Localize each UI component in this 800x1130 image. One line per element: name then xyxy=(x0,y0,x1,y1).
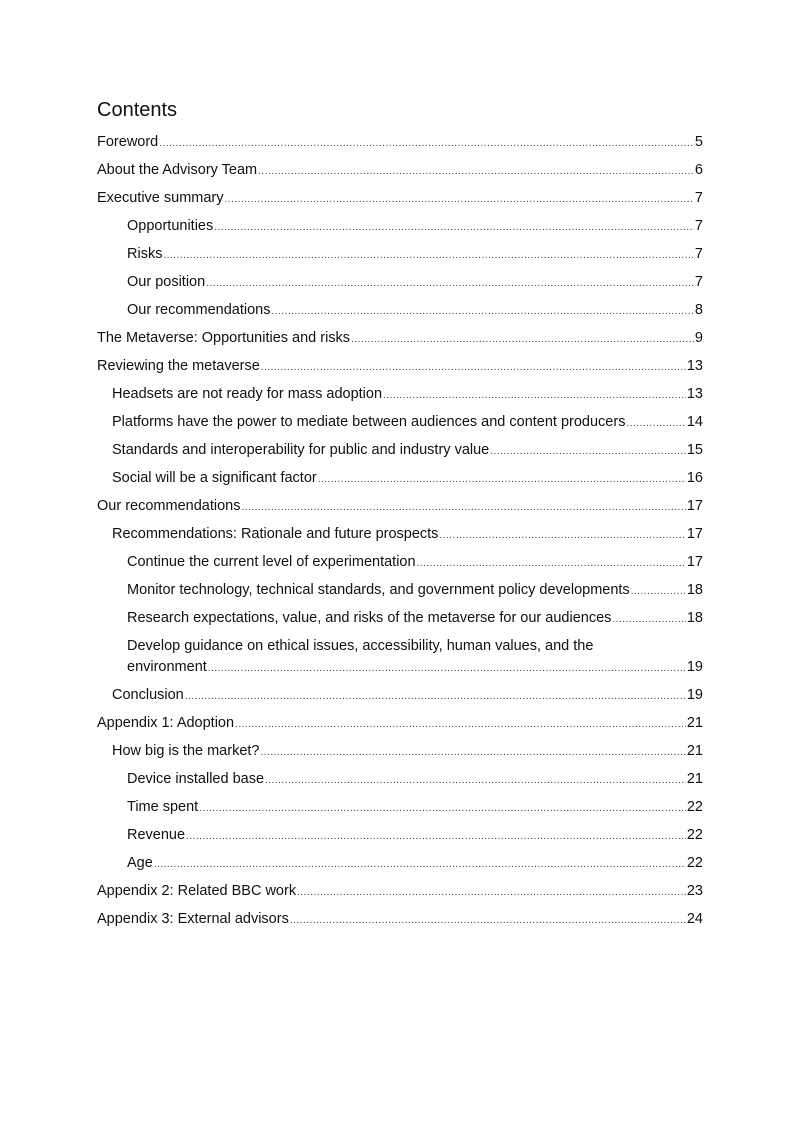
toc-entry-title: Risks xyxy=(127,246,163,262)
toc-leader-dots xyxy=(260,745,685,761)
toc-leader-dots xyxy=(290,913,686,929)
toc-entry-title: Our recommendations xyxy=(127,302,271,318)
toc-page-number: 7 xyxy=(694,218,703,234)
toc-entry[interactable] xyxy=(97,636,703,677)
toc-entry[interactable] xyxy=(97,552,703,572)
toc-leader-dots xyxy=(261,360,686,376)
toc-entry-title: Appendix 1: Adoption xyxy=(97,715,235,731)
toc-page-number: 13 xyxy=(686,358,703,374)
toc-entry-title: Research expectations, value, and risks of the metaverse for our audiences xyxy=(127,610,612,626)
toc-entry[interactable] xyxy=(97,769,703,789)
toc-page-number: 15 xyxy=(686,442,703,458)
page-title: Contents xyxy=(97,99,178,121)
toc-page-number: 23 xyxy=(686,883,703,899)
document-page xyxy=(97,96,703,929)
toc-leader-dots xyxy=(271,304,693,320)
table-of-contents xyxy=(97,132,703,929)
toc-entry-title: Our position xyxy=(127,274,206,290)
toc-page-number: 7 xyxy=(694,190,703,206)
toc-entry-title: Social will be a significant factor xyxy=(112,470,317,486)
toc-page-number: 18 xyxy=(686,582,703,598)
toc-leader-dots xyxy=(235,717,686,733)
toc-leader-dots xyxy=(159,136,694,152)
toc-leader-dots xyxy=(199,801,686,817)
toc-entry[interactable] xyxy=(97,713,703,733)
toc-entry-title: Device installed base xyxy=(127,771,265,787)
toc-leader-dots xyxy=(241,500,685,516)
toc-entry-title: Monitor technology, technical standards, and government policy developments xyxy=(127,582,630,598)
toc-entry[interactable] xyxy=(97,468,703,488)
toc-entry-title: The Metaverse: Opportunities and risks xyxy=(97,330,351,346)
toc-leader-dots xyxy=(214,220,694,236)
toc-entry[interactable] xyxy=(97,160,703,180)
toc-entry-title: Appendix 3: External advisors xyxy=(97,911,289,927)
toc-entry[interactable] xyxy=(97,881,703,901)
toc-page-number: 13 xyxy=(686,386,703,402)
toc-leader-dots xyxy=(318,472,686,488)
toc-entry-title: Continue the current level of experimentation xyxy=(127,554,416,570)
toc-entry[interactable] xyxy=(97,328,703,348)
toc-leader-dots xyxy=(163,248,693,264)
toc-entry-title: Platforms have the power to mediate between audiences and content producers xyxy=(112,414,626,430)
toc-page-number: 22 xyxy=(686,799,703,815)
toc-page-number: 22 xyxy=(686,855,703,871)
toc-leader-dots xyxy=(186,829,686,845)
toc-leader-dots xyxy=(206,276,694,292)
toc-entry-title: Conclusion xyxy=(112,687,184,703)
toc-entry-title: Our recommendations xyxy=(97,498,241,514)
toc-page-number: 6 xyxy=(694,162,703,178)
toc-leader-dots xyxy=(265,773,686,789)
toc-page-number: 19 xyxy=(686,659,703,675)
toc-page-number: 21 xyxy=(686,771,703,787)
toc-page-number: 21 xyxy=(686,743,703,759)
toc-entry-title-continued: environment xyxy=(127,659,207,675)
toc-entry[interactable] xyxy=(97,825,703,845)
toc-page-number: 9 xyxy=(694,330,703,346)
toc-entry-title: Headsets are not ready for mass adoption xyxy=(112,386,383,402)
toc-entry[interactable] xyxy=(97,384,703,404)
toc-page-number: 17 xyxy=(686,554,703,570)
toc-page-number: 8 xyxy=(694,302,703,318)
toc-entry[interactable] xyxy=(97,356,703,376)
toc-entry-title: Time spent xyxy=(127,799,199,815)
toc-entry-title: Revenue xyxy=(127,827,186,843)
toc-leader-dots xyxy=(351,332,694,348)
toc-page-number: 24 xyxy=(686,911,703,927)
toc-entry[interactable] xyxy=(97,909,703,929)
toc-entry-title: Recommendations: Rationale and future prospects xyxy=(112,526,439,542)
toc-leader-dots xyxy=(208,661,686,677)
toc-entry[interactable] xyxy=(97,216,703,236)
toc-leader-dots xyxy=(626,416,685,432)
toc-entry[interactable] xyxy=(97,797,703,817)
toc-entry-title: Foreword xyxy=(97,134,159,150)
toc-entry[interactable] xyxy=(97,685,703,705)
toc-entry[interactable] xyxy=(97,244,703,264)
toc-page-number: 7 xyxy=(694,274,703,290)
toc-entry[interactable] xyxy=(97,188,703,208)
toc-entry[interactable] xyxy=(97,496,703,516)
toc-page-number: 17 xyxy=(686,498,703,514)
toc-page-number: 19 xyxy=(686,687,703,703)
toc-leader-dots xyxy=(631,584,686,600)
toc-entry-title: Age xyxy=(127,855,153,871)
toc-leader-dots xyxy=(439,528,685,544)
toc-leader-dots xyxy=(297,885,686,901)
toc-leader-dots xyxy=(417,556,686,572)
toc-page-number: 21 xyxy=(686,715,703,731)
toc-entry-title: Executive summary xyxy=(97,190,224,206)
toc-entry-title: Develop guidance on ethical issues, accessibility, human values, and the xyxy=(127,638,594,654)
toc-page-number: 5 xyxy=(694,134,703,150)
toc-leader-dots xyxy=(258,164,694,180)
toc-entry[interactable] xyxy=(97,853,703,873)
toc-leader-dots xyxy=(225,192,694,208)
toc-entry[interactable] xyxy=(97,608,703,628)
toc-page-number: 16 xyxy=(686,470,703,486)
toc-entry[interactable] xyxy=(97,300,703,320)
toc-entry[interactable] xyxy=(97,580,703,600)
toc-entry[interactable] xyxy=(97,524,703,544)
toc-entry-title: Opportunities xyxy=(127,218,214,234)
toc-leader-dots xyxy=(185,689,686,705)
toc-entry-title: About the Advisory Team xyxy=(97,162,258,178)
toc-entry-title: How big is the market? xyxy=(112,743,260,759)
toc-page-number: 22 xyxy=(686,827,703,843)
toc-leader-dots xyxy=(612,612,685,628)
toc-page-number: 17 xyxy=(686,526,703,542)
toc-leader-dots xyxy=(383,388,686,404)
toc-entry[interactable] xyxy=(97,132,703,152)
toc-leader-dots xyxy=(154,857,686,873)
toc-page-number: 18 xyxy=(686,610,703,626)
toc-page-number: 7 xyxy=(694,246,703,262)
toc-entry[interactable] xyxy=(97,412,703,432)
toc-leader-dots xyxy=(490,444,686,460)
toc-entry-title: Appendix 2: Related BBC work xyxy=(97,883,297,899)
toc-entry-title: Reviewing the metaverse xyxy=(97,358,260,374)
toc-entry-title: Standards and interoperability for public and industry value xyxy=(112,442,490,458)
toc-entry[interactable] xyxy=(97,272,703,292)
toc-entry[interactable] xyxy=(97,741,703,761)
toc-entry[interactable] xyxy=(97,440,703,460)
toc-page-number: 14 xyxy=(686,414,703,430)
